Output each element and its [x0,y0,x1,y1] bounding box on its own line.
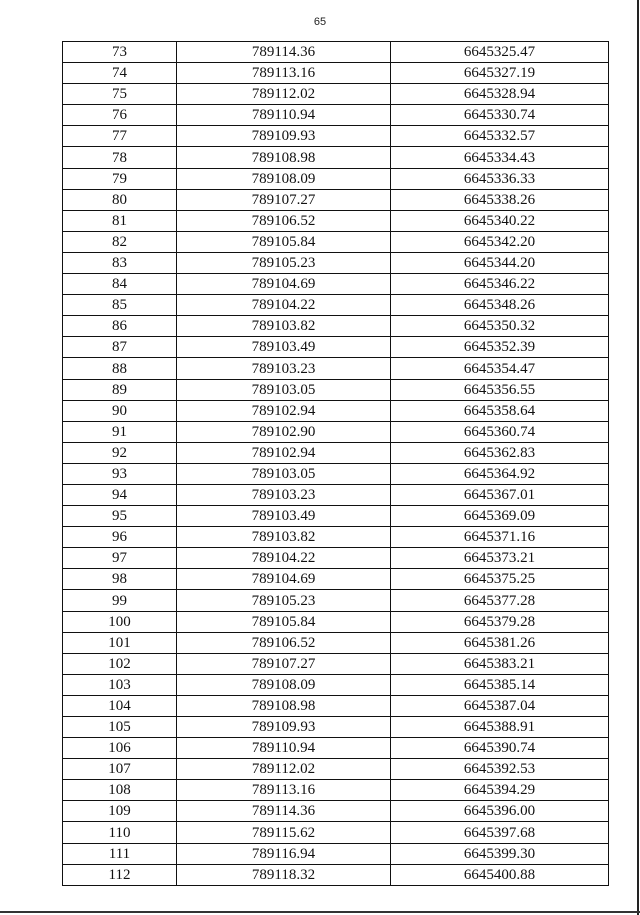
x-coordinate-cell: 789104.69 [177,569,391,590]
y-coordinate-cell: 6645330.74 [391,105,609,126]
y-coordinate-cell: 6645362.83 [391,442,609,463]
x-coordinate-cell: 789104.69 [177,274,391,295]
y-coordinate-cell: 6645356.55 [391,379,609,400]
x-coordinate-cell: 789104.22 [177,295,391,316]
y-coordinate-cell: 6645379.28 [391,611,609,632]
point-number-cell: 76 [63,105,177,126]
x-coordinate-cell: 789103.05 [177,379,391,400]
y-coordinate-cell: 6645332.57 [391,126,609,147]
table-row [63,632,609,653]
x-coordinate-cell: 789114.36 [177,42,391,63]
point-number-cell: 88 [63,358,177,379]
point-number-cell: 75 [63,84,177,105]
coordinates-table-body [63,42,609,886]
point-number-cell: 110 [63,822,177,843]
y-coordinate-cell: 6645371.16 [391,527,609,548]
table-row [63,738,609,759]
point-number-cell: 90 [63,400,177,421]
y-coordinate-cell: 6645375.25 [391,569,609,590]
y-coordinate-cell: 6645338.26 [391,189,609,210]
y-coordinate-cell: 6645354.47 [391,358,609,379]
table-row [63,695,609,716]
y-coordinate-cell: 6645352.39 [391,337,609,358]
table-row [63,484,609,505]
point-number-cell: 104 [63,695,177,716]
y-coordinate-cell: 6645367.01 [391,484,609,505]
y-coordinate-cell: 6645346.22 [391,274,609,295]
point-number-cell: 78 [63,147,177,168]
x-coordinate-cell: 789116.94 [177,843,391,864]
x-coordinate-cell: 789107.27 [177,653,391,674]
table-row [63,590,609,611]
point-number-cell: 85 [63,295,177,316]
page-number: 65 [313,16,327,28]
point-number-cell: 112 [63,864,177,885]
point-number-cell: 87 [63,337,177,358]
y-coordinate-cell: 6645394.29 [391,780,609,801]
table-row [63,653,609,674]
table-row [63,780,609,801]
x-coordinate-cell: 789103.82 [177,527,391,548]
x-coordinate-cell: 789109.93 [177,717,391,738]
point-number-cell: 111 [63,843,177,864]
x-coordinate-cell: 789108.98 [177,695,391,716]
point-number-cell: 77 [63,126,177,147]
table-row [63,274,609,295]
table-row [63,463,609,484]
x-coordinate-cell: 789102.90 [177,421,391,442]
table-row [63,674,609,695]
y-coordinate-cell: 6645387.04 [391,695,609,716]
x-coordinate-cell: 789118.32 [177,864,391,885]
table-row [63,759,609,780]
y-coordinate-cell: 6645334.43 [391,147,609,168]
x-coordinate-cell: 789105.84 [177,231,391,252]
y-coordinate-cell: 6645364.92 [391,463,609,484]
table-row [63,358,609,379]
x-coordinate-cell: 789105.23 [177,590,391,611]
point-number-cell: 106 [63,738,177,759]
x-coordinate-cell: 789103.82 [177,316,391,337]
y-coordinate-cell: 6645328.94 [391,84,609,105]
table-row [63,231,609,252]
y-coordinate-cell: 6645400.88 [391,864,609,885]
x-coordinate-cell: 789108.09 [177,168,391,189]
y-coordinate-cell: 6645397.68 [391,822,609,843]
table-row [63,210,609,231]
page-border-bottom [0,911,640,913]
point-number-cell: 82 [63,231,177,252]
table-row [63,316,609,337]
coordinates-table [62,41,609,886]
y-coordinate-cell: 6645348.26 [391,295,609,316]
y-coordinate-cell: 6645344.20 [391,252,609,273]
table-row [63,63,609,84]
point-number-cell: 102 [63,653,177,674]
point-number-cell: 73 [63,42,177,63]
x-coordinate-cell: 789108.09 [177,674,391,695]
table-row [63,421,609,442]
table-row [63,843,609,864]
y-coordinate-cell: 6645369.09 [391,506,609,527]
y-coordinate-cell: 6645396.00 [391,801,609,822]
point-number-cell: 109 [63,801,177,822]
table-row [63,147,609,168]
x-coordinate-cell: 789103.23 [177,484,391,505]
point-number-cell: 95 [63,506,177,527]
table-row [63,337,609,358]
x-coordinate-cell: 789103.49 [177,337,391,358]
x-coordinate-cell: 789110.94 [177,738,391,759]
point-number-cell: 100 [63,611,177,632]
y-coordinate-cell: 6645383.21 [391,653,609,674]
page-border-right [637,0,639,915]
x-coordinate-cell: 789115.62 [177,822,391,843]
point-number-cell: 101 [63,632,177,653]
point-number-cell: 97 [63,548,177,569]
table-row [63,864,609,885]
point-number-cell: 98 [63,569,177,590]
table-row [63,548,609,569]
x-coordinate-cell: 789102.94 [177,400,391,421]
y-coordinate-cell: 6645399.30 [391,843,609,864]
point-number-cell: 91 [63,421,177,442]
table-row [63,295,609,316]
point-number-cell: 105 [63,717,177,738]
x-coordinate-cell: 789113.16 [177,780,391,801]
table-row [63,168,609,189]
point-number-cell: 92 [63,442,177,463]
x-coordinate-cell: 789110.94 [177,105,391,126]
y-coordinate-cell: 6645373.21 [391,548,609,569]
x-coordinate-cell: 789105.84 [177,611,391,632]
y-coordinate-cell: 6645336.33 [391,168,609,189]
table-row [63,84,609,105]
point-number-cell: 99 [63,590,177,611]
table-row [63,42,609,63]
y-coordinate-cell: 6645360.74 [391,421,609,442]
point-number-cell: 94 [63,484,177,505]
y-coordinate-cell: 6645350.32 [391,316,609,337]
x-coordinate-cell: 789105.23 [177,252,391,273]
point-number-cell: 80 [63,189,177,210]
y-coordinate-cell: 6645325.47 [391,42,609,63]
point-number-cell: 93 [63,463,177,484]
point-number-cell: 89 [63,379,177,400]
table-row [63,126,609,147]
point-number-cell: 74 [63,63,177,84]
point-number-cell: 84 [63,274,177,295]
table-row [63,379,609,400]
point-number-cell: 103 [63,674,177,695]
point-number-cell: 79 [63,168,177,189]
x-coordinate-cell: 789102.94 [177,442,391,463]
y-coordinate-cell: 6645358.64 [391,400,609,421]
y-coordinate-cell: 6645340.22 [391,210,609,231]
x-coordinate-cell: 789107.27 [177,189,391,210]
x-coordinate-cell: 789103.05 [177,463,391,484]
y-coordinate-cell: 6645388.91 [391,717,609,738]
x-coordinate-cell: 789108.98 [177,147,391,168]
point-number-cell: 96 [63,527,177,548]
x-coordinate-cell: 789103.23 [177,358,391,379]
x-coordinate-cell: 789104.22 [177,548,391,569]
table-row [63,569,609,590]
table-row [63,527,609,548]
x-coordinate-cell: 789106.52 [177,632,391,653]
point-number-cell: 107 [63,759,177,780]
table-row [63,442,609,463]
point-number-cell: 108 [63,780,177,801]
x-coordinate-cell: 789112.02 [177,84,391,105]
x-coordinate-cell: 789103.49 [177,506,391,527]
point-number-cell: 86 [63,316,177,337]
table-row [63,611,609,632]
x-coordinate-cell: 789106.52 [177,210,391,231]
table-row [63,717,609,738]
table-row [63,189,609,210]
x-coordinate-cell: 789113.16 [177,63,391,84]
x-coordinate-cell: 789112.02 [177,759,391,780]
y-coordinate-cell: 6645342.20 [391,231,609,252]
table-row [63,801,609,822]
table-row [63,506,609,527]
y-coordinate-cell: 6645327.19 [391,63,609,84]
table-row [63,105,609,126]
y-coordinate-cell: 6645377.28 [391,590,609,611]
x-coordinate-cell: 789109.93 [177,126,391,147]
y-coordinate-cell: 6645385.14 [391,674,609,695]
y-coordinate-cell: 6645381.26 [391,632,609,653]
point-number-cell: 83 [63,252,177,273]
point-number-cell: 81 [63,210,177,231]
y-coordinate-cell: 6645392.53 [391,759,609,780]
table-row [63,822,609,843]
table-row [63,252,609,273]
table-row [63,400,609,421]
x-coordinate-cell: 789114.36 [177,801,391,822]
y-coordinate-cell: 6645390.74 [391,738,609,759]
